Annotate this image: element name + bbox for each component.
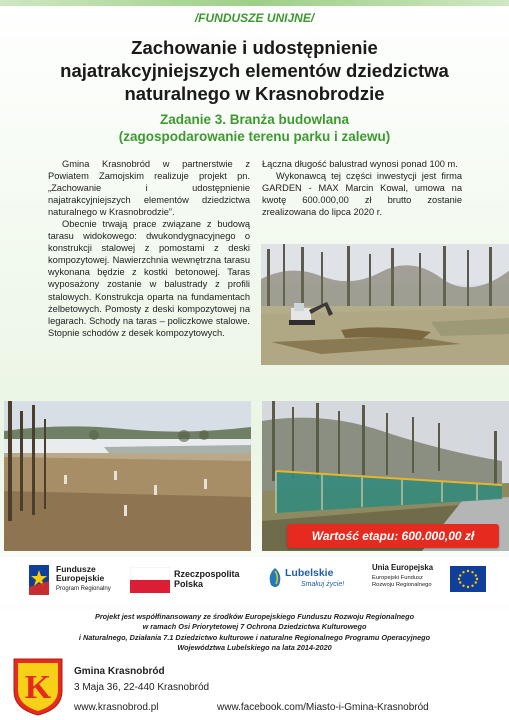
photo-lake-view [4,401,251,551]
gmina-address: 3 Maja 36, 22-440 Krasnobród [74,682,210,693]
lubelskie-leaf-icon [267,567,283,589]
fe-logo [26,563,121,597]
category-label: /FUNDUSZE UNIJNE/ [194,11,315,25]
top-decorative-band [0,0,509,6]
page-subtitle [10,111,499,145]
photo-construction-site [261,244,509,365]
eu-title: Unia Europejska [372,563,434,572]
facebook-link[interactable]: www.facebook.com/Miasto-i-Gmina-Krasnobród [217,702,429,713]
article-paragraph: Obecnie trwają prace związane z budową tarasu widokowego: dwukondygnacyjnego o konstrukcji stalowej z pomostami z deski kompozytowej. Nawierzchnia wewnętrzna tarasu wykonana będzie z kostki betonowej. Taras wyposażony zostanie w balustrady z profili stalowych. Konstrukcja oparta na fundamentach żelbetowych. Pomosty z deski kompozytowej na legarach. Schody na taras – policzkowe stalowe. Stopnie schodów z desek kompozytowych. [48,219,250,338]
rp-logo [130,563,245,597]
eu-flag-icon [450,566,486,592]
rp-name-line: Rzeczpospolita [174,569,240,579]
lubelskie-logo [267,563,347,597]
subtitle-line: (zagospodarowanie terenu parku i zalewu) [118,129,391,144]
rp-name-line: Polska [174,579,204,589]
lubelskie-slogan: Smakuj życie! [301,581,345,588]
crest-letter: K [24,669,52,706]
fe-name-line: Europejskie [56,573,105,583]
cofinancing-line: Województwa Lubelskiego na lata 2014-2020 [177,643,332,653]
footer [0,656,509,720]
page-title [10,36,499,105]
fe-program: Program Regionalny [56,586,111,592]
eu-fund-line: Rozwoju Regionalnego [372,582,432,588]
fe-star-icon [26,563,52,597]
title-line: najatrakcyjniejszych elementów dziedzictwa [60,60,449,81]
cofinancing-line: Projekt jest współfinansowany ze środków Europejskiego Funduszu Rozwoju Regionalnego [94,612,415,621]
cofinancing-line: w ramach Osi Priorytetowej 7 Ochrona Dziedzictwa Kulturowego [142,622,367,632]
lubelskie-name: Lubelskie [285,567,334,579]
article-column-left [48,158,250,339]
cofinancing-statement [10,612,499,654]
gmina-crest [12,657,64,720]
stage-value-badge: Wartość etapu: 600.000,00 zł [287,524,499,548]
eu-logo [372,563,488,597]
eu-fund-line: Europejski Fundusz [372,575,423,581]
article-paragraph: Wykonawcą tej części inwestycji jest firma GARDEN - MAX Marcin Kowal, umowa na kwotę 600.000,00 zł brutto zostanie zrealizowana do lipca 2020 r. [262,171,462,218]
article-paragraph: Gmina Krasnobród w partnerstwie z Powiatem Zamojskim realizuje projekt pn. „Zachowanie i udostępnienie najatrakcyjniejszych elementów dziedzictwa naturalnego w Krasnobrodzie”. [48,159,250,218]
cofinancing-line: i Naturalnego, Działania 7.1 Dziedzictwo kulturowe i naturalne Regionalnego Programu Operacyjnego [78,632,431,642]
subtitle-line: Zadanie 3. Branża budowlana [159,112,350,127]
poland-flag-icon [130,567,170,593]
article-column-right [262,158,462,218]
website-link[interactable]: www.krasnobrod.pl [74,702,159,713]
fe-name-line: Fundusze [56,564,96,574]
crest-shield-icon [12,657,64,717]
article-paragraph: Łączna długość balustrad wynosi ponad 100 m. [262,159,458,169]
title-line: naturalnego w Krasnobrodzie [124,83,385,104]
title-line: Zachowanie i udostępnienie [131,37,378,58]
gmina-name: Gmina Krasnobród [74,666,165,677]
funding-logos-bar [0,557,509,603]
